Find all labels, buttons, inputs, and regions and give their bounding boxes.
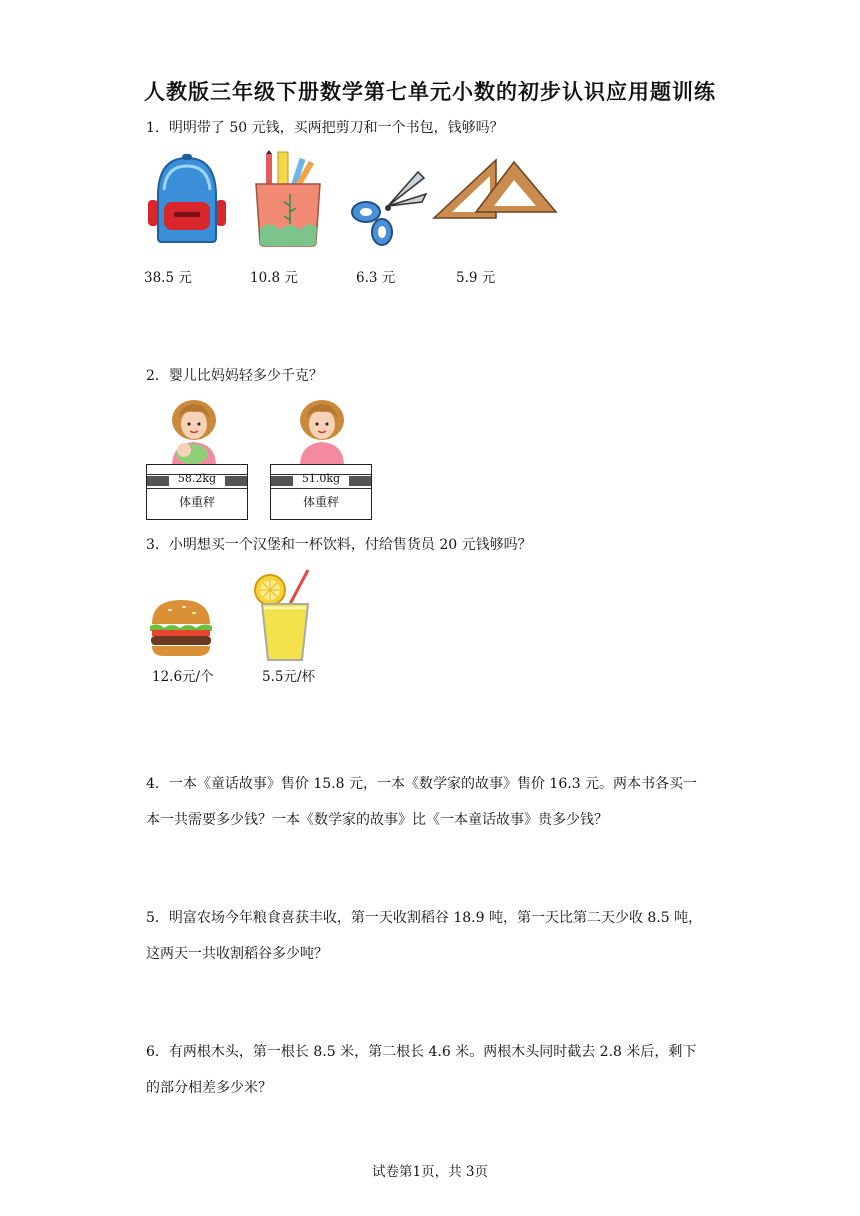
scale-1-reading: 58.2kg [177,472,217,485]
question-3: 3．小明想买一个汉堡和一杯饮料，付给售货员 20 元钱够吗？ [146,537,532,553]
juice-icon [250,568,316,664]
question-5 [146,900,726,972]
scissors-icon [348,166,430,246]
scissors-price: 6.3 元 [356,270,396,286]
scale-2-reading: 51.0kg [301,472,341,485]
question-2: 2．婴儿比妈妈轻多少千克？ [146,368,323,384]
question-6-line-2: 的部分相差多少米？ [146,1080,272,1096]
mother-icon [294,398,350,466]
scale-2-label: 体重秤 [302,495,339,509]
question-1: 1．明明带了 50 元钱，买两把剪刀和一个书包，钱够吗？ [146,120,504,136]
burger-price: 12.6元/个 [152,669,214,685]
scale-1-label: 体重秤 [178,495,215,509]
page-title: 人教版三年级下册数学第七单元小数的初步认识应用题训练 [144,80,716,104]
scale-1 [146,464,248,520]
mother-with-baby-icon [164,398,224,466]
question-4 [146,766,726,838]
hamburger-icon [148,598,214,658]
question-6 [146,1034,726,1106]
drink-price: 5.5元/杯 [262,669,316,685]
question-6-line-1: 6．有两根木头，第一根长 8.5 米，第二根长 4.6 米。两根木头同时截去 2.8 米后，剩下 [146,1044,697,1060]
triangle-ruler-icon [432,156,558,224]
pencil-holder-icon [250,150,326,248]
backpack-price: 38.5 元 [144,270,192,286]
pencil-holder-price: 10.8 元 [250,270,298,286]
question-5-line-2: 这两天一共收割稻谷多少吨？ [146,946,328,962]
question-5-line-1: 5．明富农场今年粮食喜获丰收，第一天收割稻谷 18.9 吨，第一天比第二天少收 8.5 吨， [146,910,703,926]
question-4-line-2: 本一共需要多少钱？一本《数学家的故事》比《一本童话故事》贵多少钱？ [146,812,608,828]
backpack-icon [144,152,230,246]
ruler-price: 5.9 元 [456,270,496,286]
scale-2 [270,464,372,520]
page-footer: 试卷第1页，共 3页 [372,1164,488,1180]
question-4-line-1: 4．一本《童话故事》售价 15.8 元，一本《数学家的故事》售价 16.3 元。两本书各买一 [146,776,698,792]
